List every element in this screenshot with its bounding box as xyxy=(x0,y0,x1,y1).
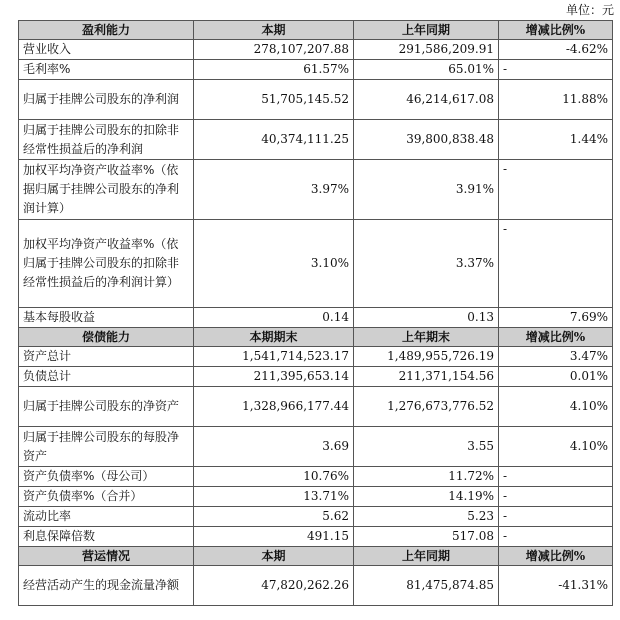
change-percent: 4.10% xyxy=(499,387,613,427)
section-title: 偿债能力 xyxy=(19,328,194,347)
unit-label: 单位：元 xyxy=(565,3,614,17)
column-header: 上年同期 xyxy=(354,547,499,566)
current-value: 3.97% xyxy=(194,160,354,220)
section-header-row xyxy=(19,547,613,566)
row-label: 资产总计 xyxy=(19,347,194,367)
table-row xyxy=(19,120,613,160)
table-row xyxy=(19,60,613,80)
current-value: 0.14 xyxy=(194,308,354,328)
previous-value: 46,214,617.08 xyxy=(354,80,499,120)
column-header: 增减比例% xyxy=(499,21,613,40)
change-percent: - xyxy=(499,527,613,547)
row-label: 基本每股收益 xyxy=(19,308,194,328)
previous-value: 291,586,209.91 xyxy=(354,40,499,60)
row-label: 归属于挂牌公司股东的每股净资产 xyxy=(19,427,194,467)
table-row xyxy=(19,427,613,467)
current-value: 61.57% xyxy=(194,60,354,80)
current-value: 3.69 xyxy=(194,427,354,467)
financial-summary-table xyxy=(18,20,613,606)
change-percent: 7.69% xyxy=(499,308,613,328)
row-label: 资产负债率%（合并） xyxy=(19,487,194,507)
current-value: 5.62 xyxy=(194,507,354,527)
row-label: 归属于挂牌公司股东的扣除非经常性损益后的净利润 xyxy=(19,120,194,160)
table-row xyxy=(19,220,613,308)
table-row xyxy=(19,387,613,427)
row-label: 归属于挂牌公司股东的净利润 xyxy=(19,80,194,120)
column-header: 增减比例% xyxy=(499,328,613,347)
previous-value: 14.19% xyxy=(354,487,499,507)
row-label: 经营活动产生的现金流量净额 xyxy=(19,566,194,606)
column-header: 本期 xyxy=(194,547,354,566)
table-row xyxy=(19,566,613,606)
change-percent: - xyxy=(499,160,613,220)
change-percent: 3.47% xyxy=(499,347,613,367)
current-value: 278,107,207.88 xyxy=(194,40,354,60)
change-percent: 4.10% xyxy=(499,427,613,467)
row-label: 资产负债率%（母公司） xyxy=(19,467,194,487)
table-row xyxy=(19,160,613,220)
current-value: 10.76% xyxy=(194,467,354,487)
current-value: 47,820,262.26 xyxy=(194,566,354,606)
section-header-row xyxy=(19,328,613,347)
table-row xyxy=(19,40,613,60)
row-label: 利息保障倍数 xyxy=(19,527,194,547)
previous-value: 3.55 xyxy=(354,427,499,467)
previous-value: 1,276,673,776.52 xyxy=(354,387,499,427)
current-value: 3.10% xyxy=(194,220,354,308)
column-header: 本期期末 xyxy=(194,328,354,347)
row-label: 流动比率 xyxy=(19,507,194,527)
table-row xyxy=(19,367,613,387)
change-percent: - xyxy=(499,60,613,80)
table-row xyxy=(19,467,613,487)
current-value: 51,705,145.52 xyxy=(194,80,354,120)
previous-value: 211,371,154.56 xyxy=(354,367,499,387)
column-header: 上年同期 xyxy=(354,21,499,40)
row-label: 毛利率% xyxy=(19,60,194,80)
row-label: 归属于挂牌公司股东的净资产 xyxy=(19,387,194,427)
current-value: 1,541,714,523.17 xyxy=(194,347,354,367)
previous-value: 81,475,874.85 xyxy=(354,566,499,606)
column-header: 增减比例% xyxy=(499,547,613,566)
row-label: 加权平均净资产收益率%（依归属于挂牌公司股东的扣除非经常性损益后的净利润计算） xyxy=(19,220,194,308)
row-label: 加权平均净资产收益率%（依据归属于挂牌公司股东的净利润计算） xyxy=(19,160,194,220)
current-value: 491.15 xyxy=(194,527,354,547)
change-percent: 0.01% xyxy=(499,367,613,387)
change-percent: -4.62% xyxy=(499,40,613,60)
section-header-row xyxy=(19,21,613,40)
current-value: 40,374,111.25 xyxy=(194,120,354,160)
table-row xyxy=(19,507,613,527)
table-row xyxy=(19,527,613,547)
previous-value: 0.13 xyxy=(354,308,499,328)
section-title: 盈利能力 xyxy=(19,21,194,40)
change-percent: - xyxy=(499,507,613,527)
change-percent: -41.31% xyxy=(499,566,613,606)
current-value: 211,395,653.14 xyxy=(194,367,354,387)
column-header: 上年期末 xyxy=(354,328,499,347)
row-label: 营业收入 xyxy=(19,40,194,60)
section-title: 营运情况 xyxy=(19,547,194,566)
previous-value: 1,489,955,726.19 xyxy=(354,347,499,367)
previous-value: 39,800,838.48 xyxy=(354,120,499,160)
table-row xyxy=(19,487,613,507)
change-percent: 11.88% xyxy=(499,80,613,120)
previous-value: 3.91% xyxy=(354,160,499,220)
previous-value: 65.01% xyxy=(354,60,499,80)
table-row xyxy=(19,80,613,120)
table-body xyxy=(19,21,613,606)
table-row xyxy=(19,308,613,328)
current-value: 13.71% xyxy=(194,487,354,507)
column-header: 本期 xyxy=(194,21,354,40)
previous-value: 3.37% xyxy=(354,220,499,308)
previous-value: 517.08 xyxy=(354,527,499,547)
table-row xyxy=(19,347,613,367)
previous-value: 5.23 xyxy=(354,507,499,527)
change-percent: - xyxy=(499,487,613,507)
current-value: 1,328,966,177.44 xyxy=(194,387,354,427)
change-percent: - xyxy=(499,467,613,487)
previous-value: 11.72% xyxy=(354,467,499,487)
change-percent: 1.44% xyxy=(499,120,613,160)
change-percent: - xyxy=(499,220,613,308)
row-label: 负债总计 xyxy=(19,367,194,387)
